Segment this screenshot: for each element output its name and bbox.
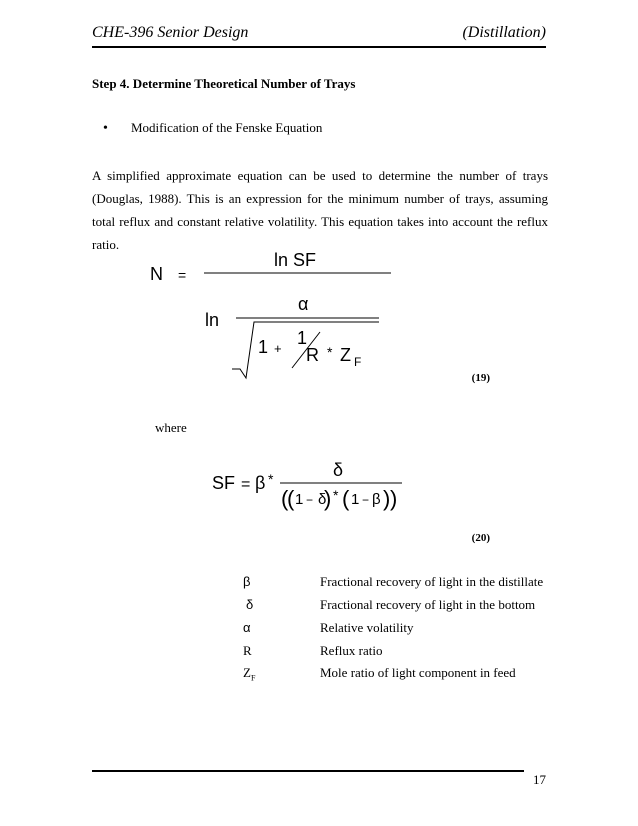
eq20-open2: ( [342,486,350,511]
eq19-one-over: 1 [297,328,308,348]
eq20-lhs: SF [212,473,236,493]
eq20-equals: = [241,476,251,493]
header-course-title: CHE-396 Senior Design [92,24,249,41]
eq19-star: * [327,344,333,360]
equation-20 [0,450,638,520]
definition-description: Fractional recovery of light in the distillate [320,574,544,589]
eq20-delta-b: δ [318,491,327,508]
intro-paragraph: A simplified approximate equation can be used to determine the number of trays (Douglas, 1988). This is an expression for the minimum number of trays, assuming total reflux and constant relative volatility. This equation takes into account the reflux ratio. [92,168,548,252]
definition-description: Fractional recovery of light in the bottom [320,597,536,612]
equation-19 [0,240,638,390]
footer-rule [92,770,524,772]
header-rule [92,46,546,48]
eq19-subscript-F: F [354,355,362,369]
eq19-ln: ln [205,310,220,330]
definition-symbol: β [243,574,251,589]
eq19-numerator: ln SF [274,250,317,270]
definition-description: Relative volatility [320,620,414,635]
bullet-icon: • [103,121,108,136]
eq20-close-inner: ) [324,486,332,511]
eq20-close-outer: ) [390,486,398,511]
where-label: where [155,420,187,435]
bullet-text: Modification of the Fenske Equation [131,120,323,135]
definition-symbol: R [243,643,252,658]
equation-19-number: (19) [471,372,490,384]
eq20-minus-a: − [306,493,314,507]
eq20-minus-b: − [362,493,370,507]
page-number: 17 [533,772,546,787]
eq20-delta: δ [333,460,344,480]
eq20-open-outer: ( [281,486,289,511]
eq20-beta-b: β [372,491,381,508]
definition-symbol: α [243,620,251,635]
eq19-one: 1 [258,337,269,357]
definition-description: Mole ratio of light component in feed [320,665,516,680]
eq20-close2: ) [383,486,391,511]
eq19-equals: = [178,267,187,283]
definition-symbol-subscript: F [250,673,256,683]
eq20-one-a: 1 [295,491,304,508]
eq20-star2: * [333,487,339,503]
eq19-lhs: N [150,264,163,284]
eq20-open-inner: ( [287,486,295,511]
eq19-R: R [306,345,319,365]
definition-symbol: δ [246,597,254,612]
step-title: Step 4. Determine Theoretical Number of Trays [92,76,356,91]
eq20-one-b: 1 [351,491,360,508]
eq19-alpha: α [298,294,309,314]
eq20-beta: β [255,473,266,493]
definition-symbol [243,665,255,683]
header-topic: (Distillation) [462,24,546,41]
equation-20-number: (20) [471,532,490,544]
definition-description: Reflux ratio [320,643,383,658]
eq19-plus: + [274,341,282,356]
eq20-star: * [268,471,274,487]
definition-symbol-base: Z [243,665,251,680]
eq19-Z: Z [340,345,351,365]
